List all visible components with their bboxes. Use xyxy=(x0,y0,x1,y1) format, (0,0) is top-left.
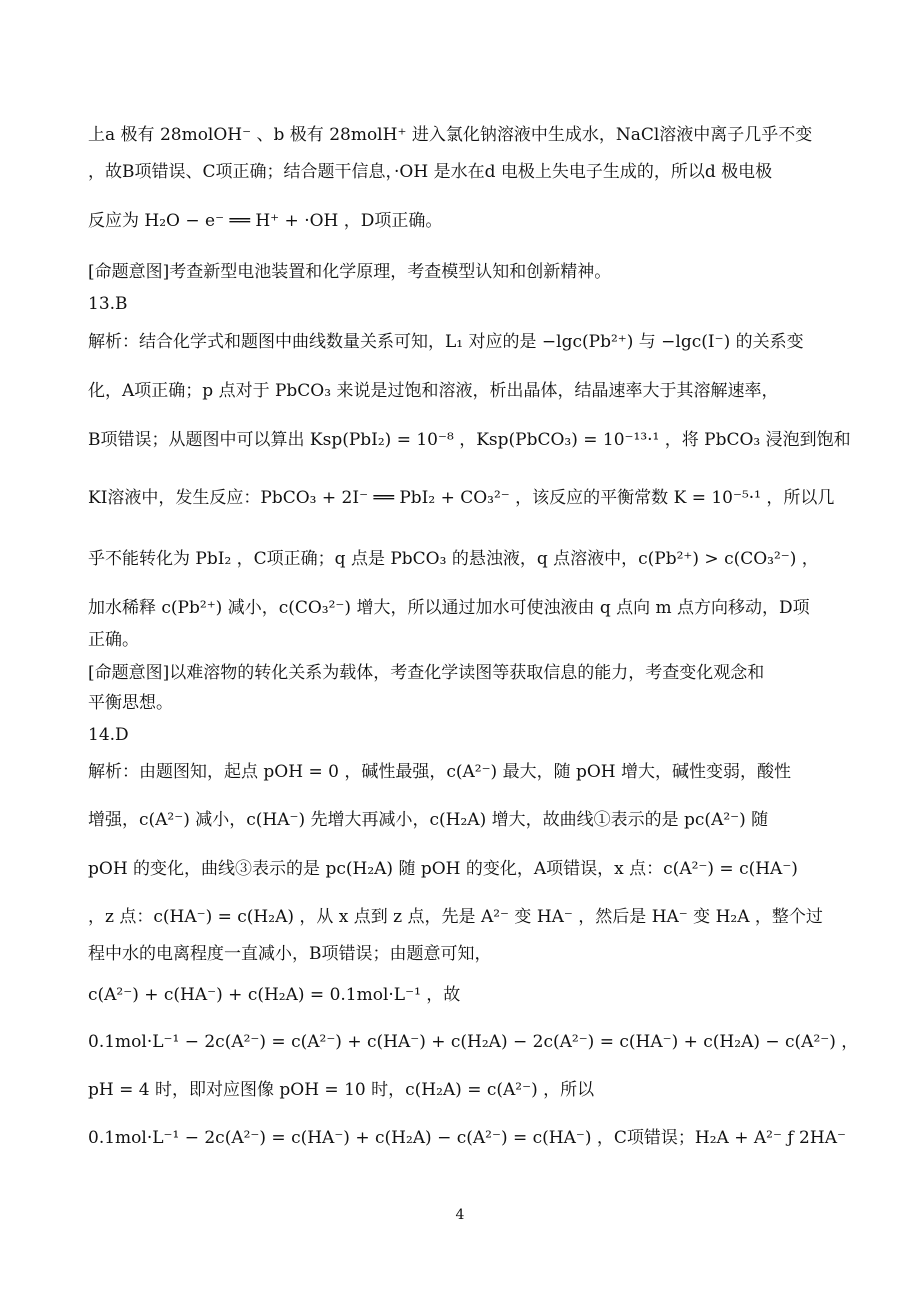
heading-intent: [命题意图]以难溶物的转化关系为载体，考查化学读图等获取信息的能力，考查变化观念和 xyxy=(88,663,765,683)
text-line: 正确。 xyxy=(88,630,139,650)
text-line: pH = 4 时，即对应图像 pOH = 10 时，c(H₂A) = c(A²⁻) ，所以 xyxy=(88,1080,595,1100)
text-line: 上a 极有 28molOH⁻ 、b 极有 28molH⁺ 进入氯化钠溶液中生成水，NaCl溶液中离子几乎不变 xyxy=(88,125,813,145)
formula-line: 0.1mol·L⁻¹ − 2c(A²⁻) = c(HA⁻) + c(H₂A) − c(A²⁻) = c(HA⁻) ，C项错误；H₂A + A²⁻ ƒ 2HA⁻ xyxy=(88,1128,846,1148)
page-number: 4 xyxy=(455,1207,465,1223)
text-line: ，z 点：c(HA⁻) = c(H₂A) ，从 x 点到 z 点，先是 A²⁻ 变 HA⁻ ，然后是 HA⁻ 变 H₂A ，整个过 xyxy=(88,907,823,927)
text-line: 解析：结合化学式和题图中曲线数量关系可知，L₁ 对应的是 −lgc(Pb²⁺) 与 −lgc(I⁻) 的关系变 xyxy=(88,332,804,352)
text-line: 平衡思想。 xyxy=(88,693,173,713)
question-number: 14.D xyxy=(88,725,129,745)
text-line: pOH 的变化，曲线③表示的是 pc(H₂A) 随 pOH 的变化，A项错误，x 点：c(A²⁻) = c(HA⁻) xyxy=(88,859,798,879)
question-number: 13.B xyxy=(88,294,128,314)
text-line: 程中水的电离程度一直减小，B项错误；由题意可知， xyxy=(88,944,492,964)
text-line: 加水稀释 c(Pb²⁺) 减小，c(CO₃²⁻) 增大，所以通过加水可使浊液由 q 点向 m 点方向移动，D项 xyxy=(88,598,810,618)
text-line: 乎不能转化为 PbI₂ ，C项正确；q 点是 PbCO₃ 的悬浊液，q 点溶液中，c(Pb²⁺) > c(CO₃²⁻) ， xyxy=(88,549,819,569)
text-line: KI溶液中，发生反应：PbCO₃ + 2I⁻ ══ PbI₂ + CO₃²⁻ ，该反应的平衡常数 K = 10⁻⁵·¹ ，所以几 xyxy=(88,488,835,508)
heading-intent: [命题意图]考查新型电池装置和化学原理，考查模型认知和创新精神。 xyxy=(88,262,612,282)
text-line: ，故B项错误、C项正确；结合题干信息，·OH 是水在d 电极上失电子生成的，所以d 极电极 xyxy=(88,162,773,182)
text-line: B项错误；从题图中可以算出 Ksp(PbI₂) = 10⁻⁸ ，Ksp(PbCO₃) = 10⁻¹³·¹ ，将 PbCO₃ 浸泡到饱和 xyxy=(88,430,851,450)
formula-line: 0.1mol·L⁻¹ − 2c(A²⁻) = c(A²⁻) + c(HA⁻) + c(H₂A) − 2c(A²⁻) = c(HA⁻) + c(H₂A) − c(A²⁻) ， xyxy=(88,1032,859,1052)
formula-line: c(A²⁻) + c(HA⁻) + c(H₂A) = 0.1mol·L⁻¹ ，故 xyxy=(88,985,461,1005)
text-line: 化，A项正确；p 点对于 PbCO₃ 来说是过饱和溶液，析出晶体，结晶速率大于其溶解速率， xyxy=(88,381,779,401)
text-line: 反应为 H₂O − e⁻ ══ H⁺ + ·OH ，D项正确。 xyxy=(88,211,443,231)
text-line: 解析：由题图知，起点 pOH = 0 ，碱性最强，c(A²⁻) 最大，随 pOH 增大，碱性变弱，酸性 xyxy=(88,762,792,782)
text-line: 增强，c(A²⁻) 减小，c(HA⁻) 先增大再减小，c(H₂A) 增大，故曲线①表示的是 pc(A²⁻) 随 xyxy=(88,810,769,830)
